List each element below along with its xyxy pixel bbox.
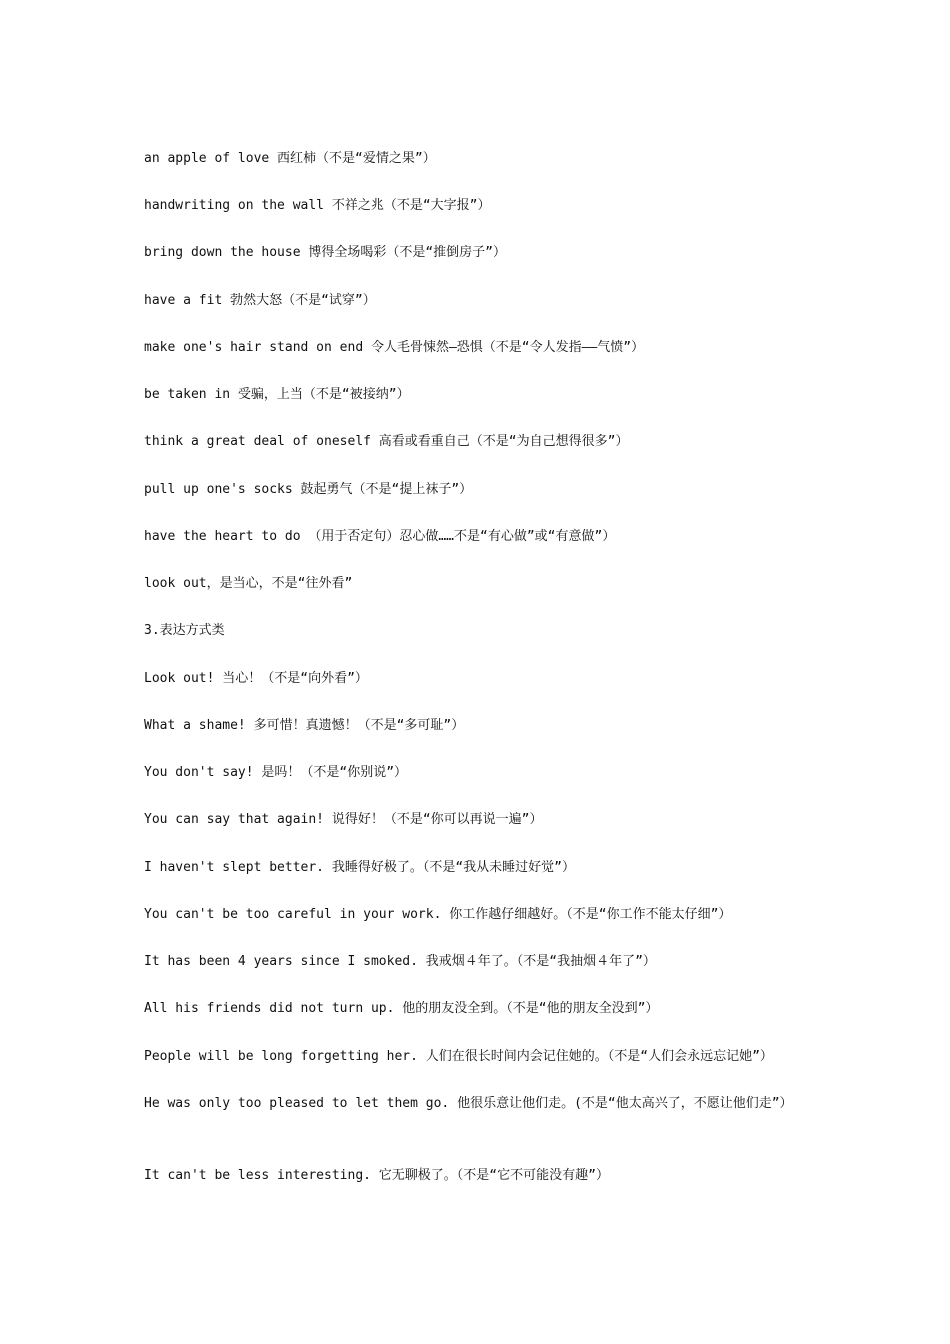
- text-line: It has been 4 years since I smoked. 我戒烟４年了。（不是“我抽烟４年了”）: [144, 954, 656, 969]
- text-line: think a great deal of oneself 高看或看重自己（不是“为自己想得很多”）: [144, 434, 629, 449]
- text-line: You can say that again! 说得好！（不是“你可以再说一遍”）: [144, 812, 543, 827]
- text-line: What a shame! 多可惜！真遗憾！（不是“多可耻”）: [144, 718, 465, 733]
- text-line: You don't say! 是吗！（不是“你别说”）: [144, 765, 408, 780]
- text-line: have a fit 勃然大怒（不是“试穿”）: [144, 293, 376, 308]
- text-line: look out，是当心，不是“往外看”: [144, 576, 353, 591]
- text-line: I haven't slept better. 我睡得好极了。（不是“我从未睡过好觉”）: [144, 860, 575, 875]
- text-line: You can't be too careful in your work. 你工作越仔细越好。（不是“你工作不能太仔细”）: [144, 907, 732, 922]
- text-line: All his friends did not turn up. 他的朋友没全到。（不是“他的朋友全没到”）: [144, 1001, 659, 1016]
- text-line: an apple of love 西红柿（不是“爱情之果”）: [144, 151, 436, 166]
- text-line: He was only too pleased to let them go. 他很乐意让他们走。(不是“他太高兴了，不愿让他们走”）: [144, 1096, 793, 1111]
- text-line: People will be long forgetting her. 人们在很长时间内会记住她的。（不是“人们会永远忘记她”）: [144, 1049, 773, 1064]
- text-line: make one's hair stand on end 令人毛骨悚然—恐惧（不是“令人发指——气愤”）: [144, 340, 645, 355]
- text-line: pull up one's socks 鼓起勇气（不是“提上袜子”）: [144, 482, 473, 497]
- text-line: have the heart to do （用于否定句）忍心做……不是“有心做”或“有意做”）: [144, 529, 616, 544]
- text-line: Look out! 当心！（不是“向外看”）: [144, 671, 368, 686]
- text-line: It can't be less interesting. 它无聊极了。（不是“它不可能没有趣”）: [144, 1168, 609, 1183]
- text-line: handwriting on the wall 不祥之兆（不是“大字报”）: [144, 198, 491, 213]
- text-line: bring down the house 博得全场喝彩（不是“推倒房子”）: [144, 245, 507, 260]
- text-line: be taken in 受骗，上当（不是“被接纳”）: [144, 387, 410, 402]
- section-heading: 3.表达方式类: [144, 623, 225, 638]
